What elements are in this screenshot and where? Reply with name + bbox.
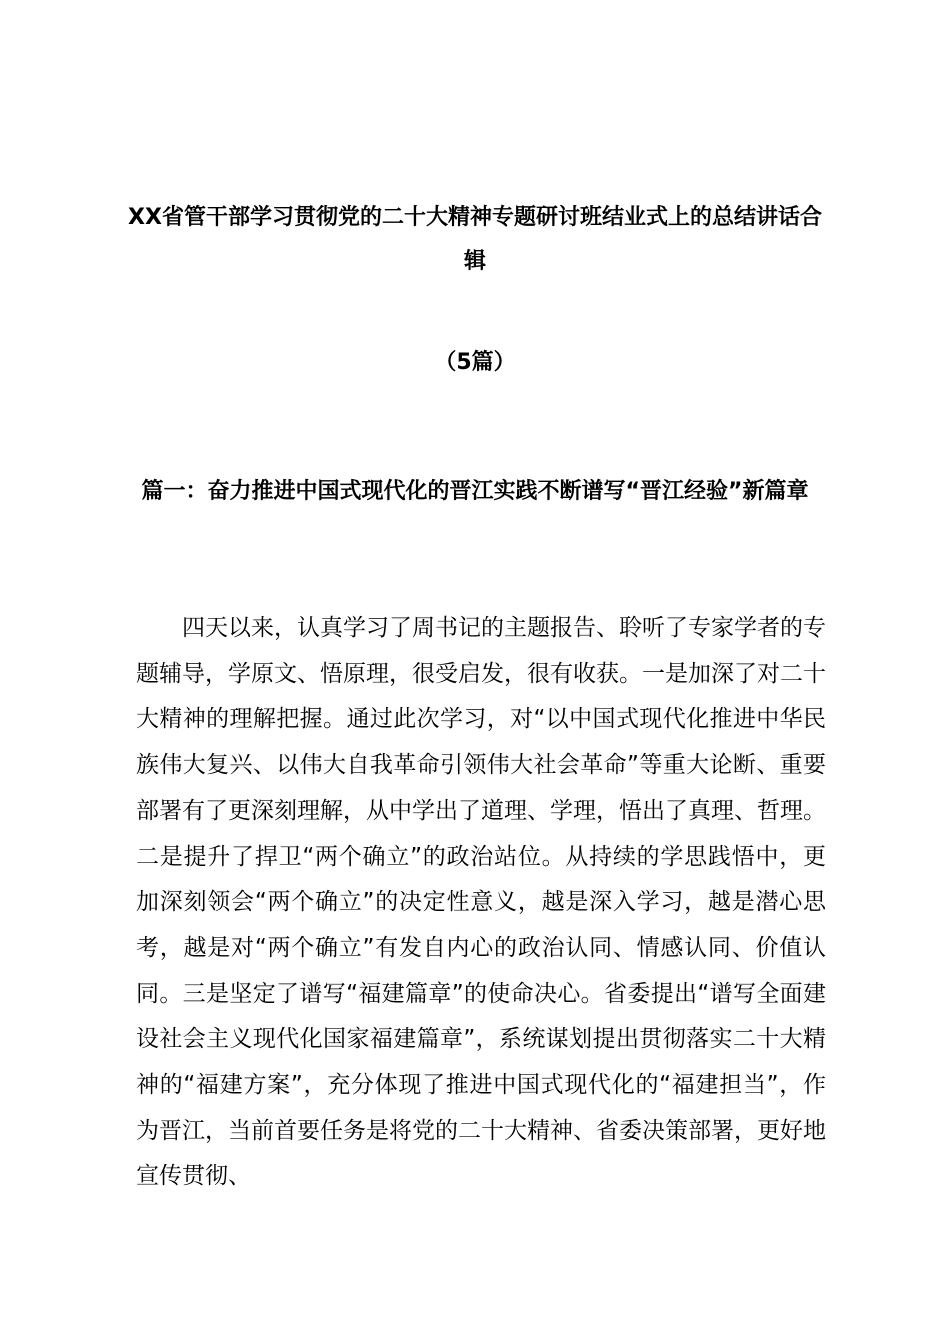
document-subtitle: （5篇） — [434, 350, 516, 375]
body-paragraph: 四天以来，认真学习了周书记的主题报告、聆听了专家学者的专题辅导，学原文、悟原理，很受启发，很有收获。一是加深了对二十大精神的理解把握。通过此次学习，对“以中国式现代化推进中华民族伟大复兴、以伟大自我革命引领伟大社会革命”等重大论断、重要部署有了更深刻理解，从中学出了道理、学理，悟出了真理、哲理。二是提升了捍卫“两个确立”的政治站位。从持续的学思践悟中，更加深刻领会“两个确立”的决定性意义，越是深入学习，越是潜心思考，越是对“两个确立”有发自内心的政治认同、情感认同、价值认同。三是坚定了谱写“福建篇章”的使命决心。省委提出“谱写全面建设社会主义现代化国家福建篇章”，系统谋划提出贯彻落实二十大精神的“福建方案”，充分体现了推进中国式现代化的“福建担当”，作为晋江，当前首要任务是将党的二十大精神、省委决策部署，更好地宣传贯彻、 — [136, 615, 826, 1190]
section-heading: 篇一：奋力推进中国式现代化的晋江实践不断谱写“晋江经验”新篇章 — [141, 479, 809, 504]
document-title: XX省管干部学习贯彻党的二十大精神专题研讨班结业式上的总结讲话合辑 — [128, 205, 822, 274]
